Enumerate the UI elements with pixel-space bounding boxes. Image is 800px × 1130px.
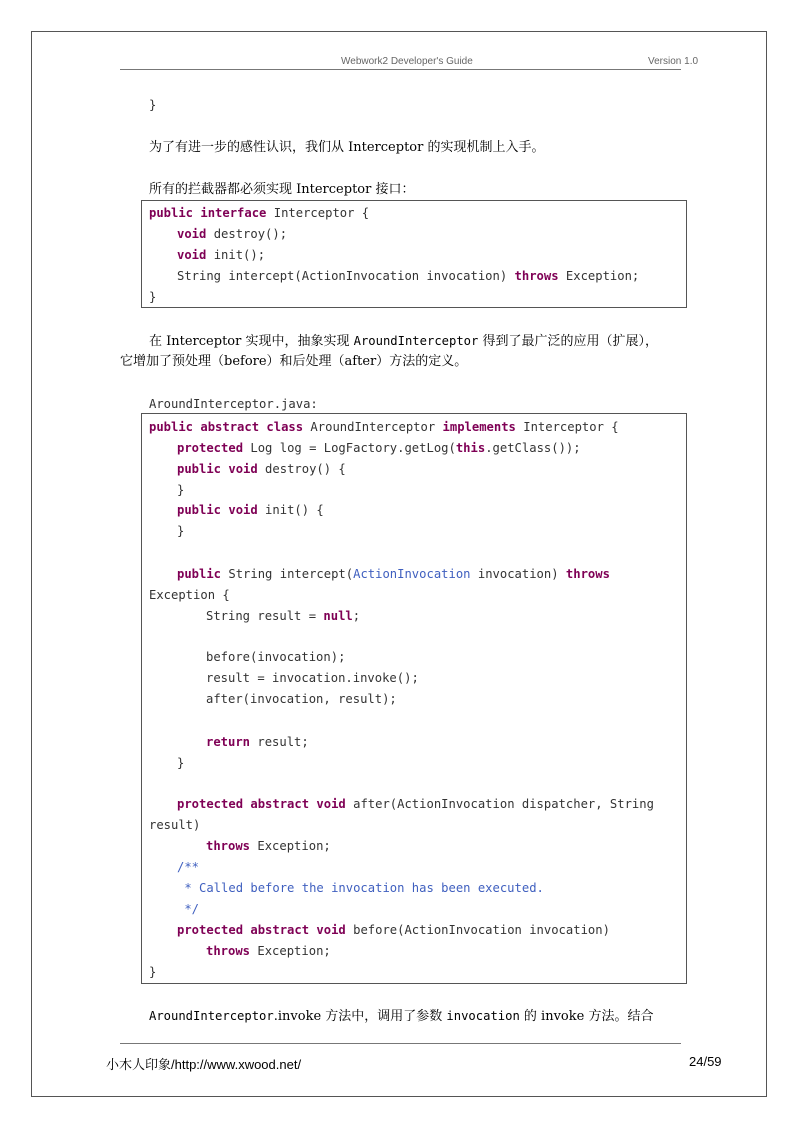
header-rule [120, 69, 681, 70]
code-line: } [177, 483, 185, 497]
code-line: protected abstract void after(ActionInvocation dispatcher, String [177, 797, 654, 811]
code-line: throws Exception; [206, 944, 331, 958]
code-line: Exception { [149, 588, 230, 602]
code-line: } [149, 290, 157, 304]
header-version: Version 1.0 [648, 56, 699, 67]
code-line: public void destroy() { [177, 462, 346, 476]
code-line: } [177, 756, 185, 770]
code-line: String result = null; [206, 609, 361, 623]
footer-site: 小木人印象/http://www.xwood.net/ [106, 1057, 302, 1072]
footer-rule [120, 1043, 681, 1044]
code-line: void init(); [177, 248, 266, 262]
code-line: } [177, 524, 185, 538]
code-line: protected abstract void before(ActionInvocation invocation) [177, 923, 610, 937]
code-comment: /** [177, 860, 200, 874]
code-line: void destroy(); [177, 227, 288, 241]
code-line: throws Exception; [206, 839, 331, 853]
code-line: public String intercept(ActionInvocation invocation) throws [177, 567, 610, 581]
code-line: protected Log log = LogFactory.getLog(this.getClass()); [177, 441, 581, 455]
code-line: result = invocation.invoke(); [206, 671, 419, 685]
code-comment: */ [177, 902, 200, 916]
code-filename: AroundInterceptor.java: [149, 397, 318, 411]
code-line: public interface Interceptor { [149, 206, 370, 220]
code-line: } [149, 965, 157, 979]
code-line: after(invocation, result); [206, 692, 397, 706]
paragraph-3-line-2: 它增加了预处理（before）和后处理（after）方法的定义。 [120, 354, 468, 369]
code-line: public abstract class AroundInterceptor implements Interceptor { [149, 420, 619, 434]
code-line: public void init() { [177, 503, 324, 517]
header-title: Webwork2 Developer's Guide [341, 56, 473, 67]
code-line: return result; [206, 735, 309, 749]
paragraph-2: 所有的拦截器都必须实现 Interceptor 接口： [149, 182, 415, 197]
code-line: before(invocation); [206, 650, 346, 664]
paragraph-1: 为了有进一步的感性认识，我们从 Interceptor 的实现机制上入手。 [149, 140, 545, 155]
code-comment: * Called before the invocation has been executed. [177, 881, 544, 895]
code-line: String intercept(ActionInvocation invocation) throws Exception; [177, 269, 640, 283]
code-line: result) [149, 818, 201, 832]
paragraph-3-line-1: 在 Interceptor 实现中，抽象实现 AroundInterceptor 得到了最广泛的应用（扩展）， [149, 334, 658, 349]
paragraph-4: AroundInterceptor.invoke 方法中，调用了参数 invocation 的 invoke 方法。结合 [149, 1009, 654, 1024]
page-number: 24/59 [689, 1054, 722, 1069]
closing-brace: } [149, 98, 157, 112]
